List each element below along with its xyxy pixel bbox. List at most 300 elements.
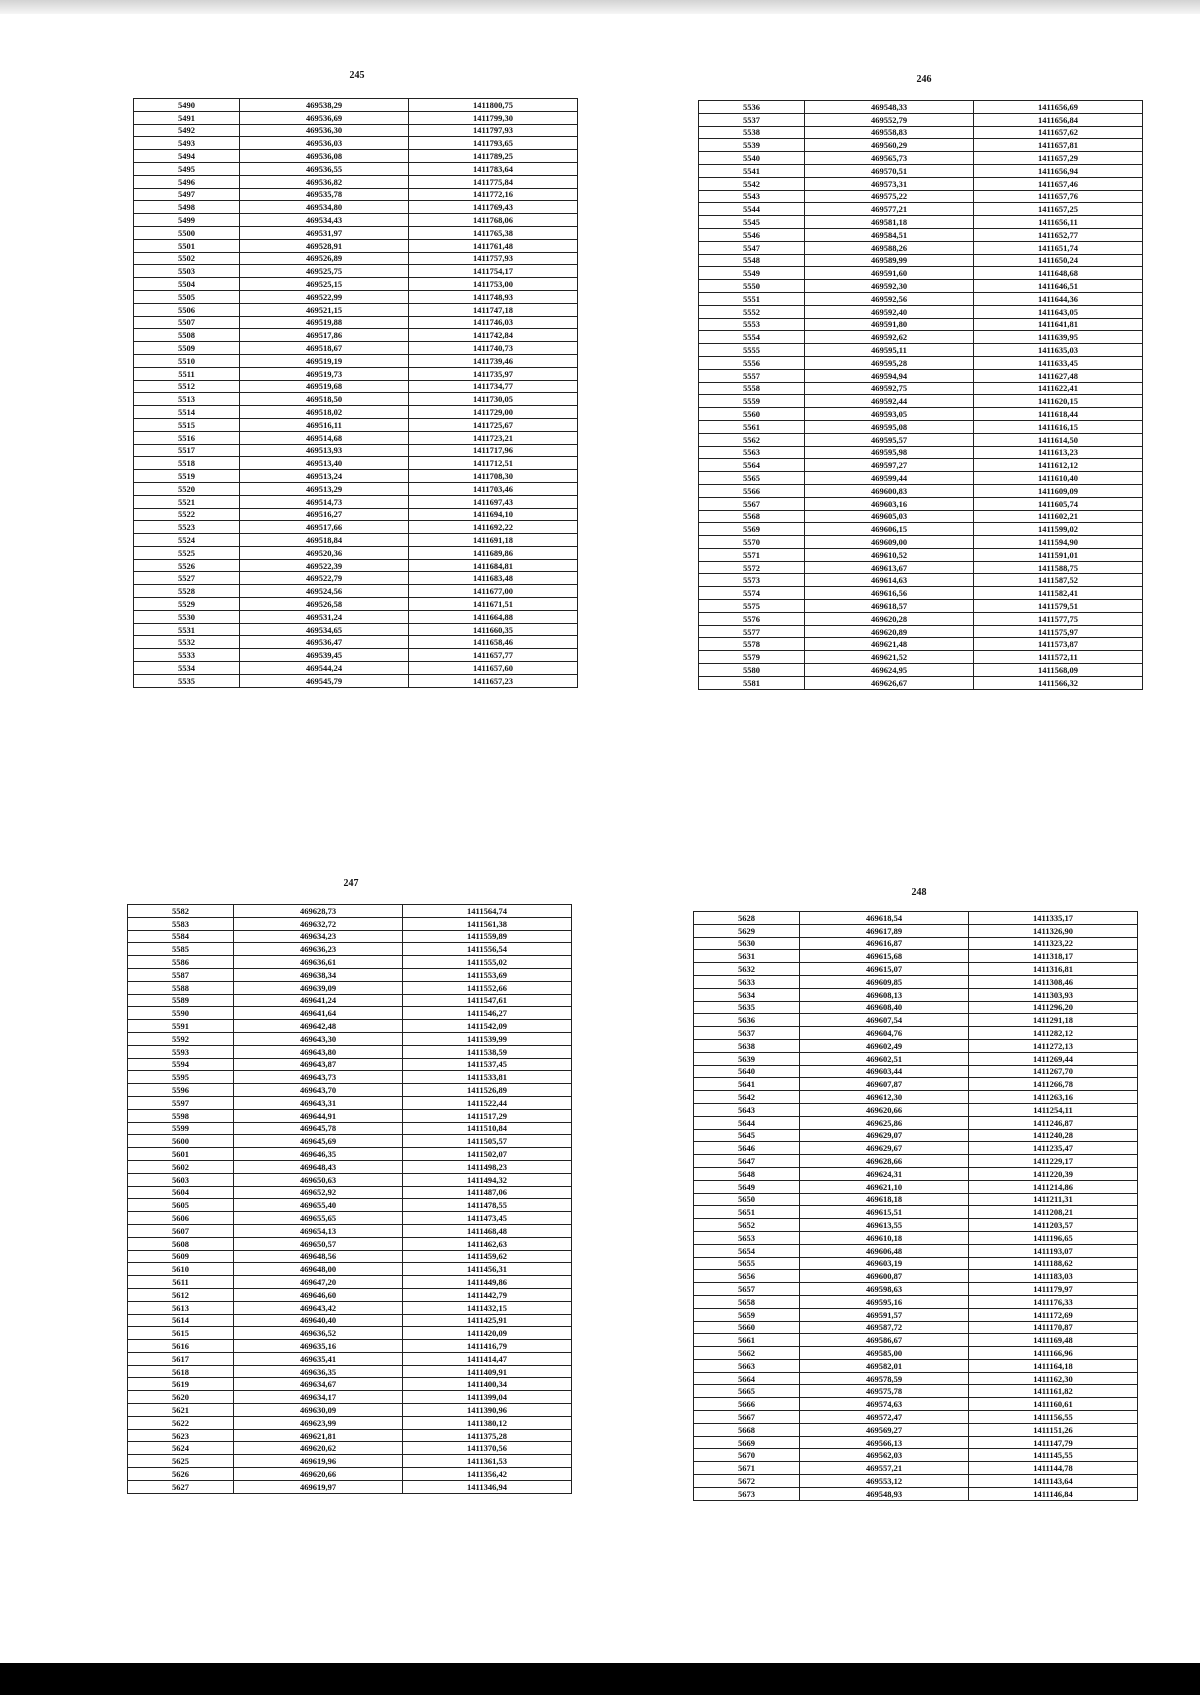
point-number: 5629 [694, 924, 800, 937]
x-coordinate: 469615,07 [800, 963, 969, 976]
table-row [134, 623, 578, 636]
x-coordinate: 469518,02 [240, 406, 409, 419]
x-coordinate: 469620,89 [805, 625, 974, 638]
point-number: 5573 [699, 574, 805, 587]
y-coordinate: 1411162,30 [969, 1372, 1138, 1385]
point-number: 5513 [134, 393, 240, 406]
x-coordinate: 469518,84 [240, 534, 409, 547]
y-coordinate: 1411657,81 [974, 139, 1143, 152]
table-row [694, 1167, 1138, 1180]
point-number: 5661 [694, 1334, 800, 1347]
y-coordinate: 1411735,97 [409, 367, 578, 380]
table-row [694, 963, 1138, 976]
table-row [134, 649, 578, 662]
point-number: 5646 [694, 1142, 800, 1155]
y-coordinate: 1411657,76 [974, 190, 1143, 203]
table-row [699, 484, 1143, 497]
point-number: 5530 [134, 610, 240, 623]
x-coordinate: 469648,00 [234, 1263, 403, 1276]
y-coordinate: 1411425,91 [403, 1314, 572, 1327]
x-coordinate: 469603,19 [800, 1257, 969, 1270]
y-coordinate: 1411573,87 [974, 638, 1143, 651]
x-coordinate: 469518,67 [240, 342, 409, 355]
y-coordinate: 1411147,79 [969, 1436, 1138, 1449]
point-number: 5535 [134, 674, 240, 687]
y-coordinate: 1411769,43 [409, 201, 578, 214]
y-coordinate: 1411211,31 [969, 1193, 1138, 1206]
point-number: 5637 [694, 1027, 800, 1040]
table-row [134, 188, 578, 201]
table-row [128, 1148, 572, 1161]
y-coordinate: 1411193,07 [969, 1244, 1138, 1257]
table-row [128, 1250, 572, 1263]
y-coordinate: 1411179,97 [969, 1283, 1138, 1296]
table-row [128, 1071, 572, 1084]
point-number: 5620 [128, 1391, 234, 1404]
point-number: 5578 [699, 638, 805, 651]
table-row [134, 367, 578, 380]
y-coordinate: 1411746,03 [409, 316, 578, 329]
table-row [134, 598, 578, 611]
x-coordinate: 469599,44 [805, 472, 974, 485]
table-row [134, 380, 578, 393]
table-row [694, 1321, 1138, 1334]
table-row [694, 1052, 1138, 1065]
x-coordinate: 469643,30 [234, 1032, 403, 1045]
y-coordinate: 1411754,17 [409, 265, 578, 278]
point-number: 5519 [134, 470, 240, 483]
x-coordinate: 469562,03 [800, 1449, 969, 1462]
y-coordinate: 1411409,91 [403, 1365, 572, 1378]
table-row [134, 354, 578, 367]
table-row [134, 585, 578, 598]
table-row [694, 1027, 1138, 1040]
point-number: 5569 [699, 523, 805, 536]
x-coordinate: 469620,62 [234, 1442, 403, 1455]
x-coordinate: 469519,73 [240, 367, 409, 380]
point-number: 5508 [134, 329, 240, 342]
y-coordinate: 1411783,64 [409, 162, 578, 175]
point-number: 5630 [694, 937, 800, 950]
table-row [134, 214, 578, 227]
table-row [694, 950, 1138, 963]
point-number: 5584 [128, 930, 234, 943]
y-coordinate: 1411656,84 [974, 113, 1143, 126]
x-coordinate: 469513,93 [240, 444, 409, 457]
table-row [699, 420, 1143, 433]
x-coordinate: 469513,40 [240, 457, 409, 470]
table-row [128, 1045, 572, 1058]
table-row [128, 1224, 572, 1237]
x-coordinate: 469624,31 [800, 1167, 969, 1180]
y-coordinate: 1411498,23 [403, 1160, 572, 1173]
x-coordinate: 469621,81 [234, 1429, 403, 1442]
point-number: 5576 [699, 612, 805, 625]
x-coordinate: 469609,00 [805, 536, 974, 549]
x-coordinate: 469522,79 [240, 572, 409, 585]
point-number: 5525 [134, 546, 240, 559]
point-number: 5520 [134, 482, 240, 495]
x-coordinate: 469526,89 [240, 252, 409, 265]
x-coordinate: 469645,69 [234, 1135, 403, 1148]
y-coordinate: 1411478,55 [403, 1199, 572, 1212]
x-coordinate: 469592,40 [805, 305, 974, 318]
x-coordinate: 469560,29 [805, 139, 974, 152]
table-row [699, 612, 1143, 625]
x-coordinate: 469646,60 [234, 1288, 403, 1301]
x-coordinate: 469592,30 [805, 280, 974, 293]
x-coordinate: 469620,66 [800, 1103, 969, 1116]
x-coordinate: 469575,78 [800, 1385, 969, 1398]
table-row [134, 444, 578, 457]
point-number: 5496 [134, 175, 240, 188]
point-number: 5585 [128, 943, 234, 956]
x-coordinate: 469602,49 [800, 1039, 969, 1052]
y-coordinate: 1411650,24 [974, 254, 1143, 267]
y-coordinate: 1411656,69 [974, 101, 1143, 114]
y-coordinate: 1411161,82 [969, 1385, 1138, 1398]
x-coordinate: 469522,99 [240, 290, 409, 303]
x-coordinate: 469536,47 [240, 636, 409, 649]
x-coordinate: 469536,08 [240, 150, 409, 163]
x-coordinate: 469598,63 [800, 1283, 969, 1296]
x-coordinate: 469639,09 [234, 981, 403, 994]
table-row [128, 1468, 572, 1481]
y-coordinate: 1411375,28 [403, 1429, 572, 1442]
point-number: 5662 [694, 1347, 800, 1360]
x-coordinate: 469643,42 [234, 1301, 403, 1314]
y-coordinate: 1411594,90 [974, 536, 1143, 549]
y-coordinate: 1411765,38 [409, 226, 578, 239]
point-number: 5539 [699, 139, 805, 152]
table-row [134, 226, 578, 239]
table-row [128, 1160, 572, 1173]
table-row [694, 1103, 1138, 1116]
x-coordinate: 469606,48 [800, 1244, 969, 1257]
table-row [134, 457, 578, 470]
table-row [694, 1155, 1138, 1168]
x-coordinate: 469605,03 [805, 510, 974, 523]
x-coordinate: 469558,83 [805, 126, 974, 139]
table-row [699, 305, 1143, 318]
y-coordinate: 1411799,30 [409, 111, 578, 124]
table-row [128, 1096, 572, 1109]
x-coordinate: 469538,29 [240, 99, 409, 112]
x-coordinate: 469643,31 [234, 1096, 403, 1109]
x-coordinate: 469636,35 [234, 1365, 403, 1378]
y-coordinate: 1411689,86 [409, 546, 578, 559]
table-row [699, 587, 1143, 600]
y-coordinate: 1411346,94 [403, 1480, 572, 1493]
point-number: 5652 [694, 1219, 800, 1232]
x-coordinate: 469629,07 [800, 1129, 969, 1142]
table-row [134, 534, 578, 547]
point-number: 5570 [699, 536, 805, 549]
point-number: 5621 [128, 1404, 234, 1417]
y-coordinate: 1411664,88 [409, 610, 578, 623]
table-row [694, 1001, 1138, 1014]
point-number: 5673 [694, 1487, 800, 1500]
point-number: 5556 [699, 356, 805, 369]
y-coordinate: 1411335,17 [969, 912, 1138, 925]
coordinates-table [133, 98, 578, 688]
y-coordinate: 1411708,30 [409, 470, 578, 483]
point-number: 5579 [699, 651, 805, 664]
x-coordinate: 469589,99 [805, 254, 974, 267]
y-coordinate: 1411547,61 [403, 994, 572, 1007]
x-coordinate: 469654,13 [234, 1224, 403, 1237]
x-coordinate: 469595,57 [805, 433, 974, 446]
table-row [699, 548, 1143, 561]
point-number: 5499 [134, 214, 240, 227]
point-number: 5527 [134, 572, 240, 585]
y-coordinate: 1411635,03 [974, 344, 1143, 357]
table-row [699, 369, 1143, 382]
y-coordinate: 1411326,90 [969, 924, 1138, 937]
point-number: 5632 [694, 963, 800, 976]
y-coordinate: 1411526,89 [403, 1084, 572, 1097]
y-coordinate: 1411612,12 [974, 459, 1143, 472]
y-coordinate: 1411380,12 [403, 1416, 572, 1429]
point-number: 5660 [694, 1321, 800, 1334]
y-coordinate: 1411657,77 [409, 649, 578, 662]
table-row [134, 137, 578, 150]
x-coordinate: 469536,55 [240, 162, 409, 175]
point-number: 5672 [694, 1475, 800, 1488]
y-coordinate: 1411400,34 [403, 1378, 572, 1391]
point-number: 5605 [128, 1199, 234, 1212]
x-coordinate: 469592,75 [805, 382, 974, 395]
y-coordinate: 1411740,73 [409, 342, 578, 355]
y-coordinate: 1411677,00 [409, 585, 578, 598]
x-coordinate: 469655,65 [234, 1212, 403, 1225]
y-coordinate: 1411555,02 [403, 956, 572, 969]
point-number: 5507 [134, 316, 240, 329]
table-row [699, 331, 1143, 344]
point-number: 5657 [694, 1283, 800, 1296]
point-number: 5580 [699, 664, 805, 677]
y-coordinate: 1411494,32 [403, 1173, 572, 1186]
y-coordinate: 1411657,25 [974, 203, 1143, 216]
table-row [694, 1206, 1138, 1219]
x-coordinate: 469592,62 [805, 331, 974, 344]
table-row [694, 1283, 1138, 1296]
table-row [134, 508, 578, 521]
table-row [128, 1301, 572, 1314]
table-row [699, 356, 1143, 369]
table-row [128, 1020, 572, 1033]
y-coordinate: 1411156,55 [969, 1411, 1138, 1424]
point-number: 5653 [694, 1231, 800, 1244]
table-row [694, 1270, 1138, 1283]
point-number: 5506 [134, 303, 240, 316]
point-number: 5544 [699, 203, 805, 216]
point-number: 5546 [699, 228, 805, 241]
table-row [699, 497, 1143, 510]
table-row [128, 1263, 572, 1276]
table-row [128, 956, 572, 969]
table-row [128, 917, 572, 930]
table-row [699, 241, 1143, 254]
point-number: 5656 [694, 1270, 800, 1283]
table-row [134, 111, 578, 124]
point-number: 5671 [694, 1462, 800, 1475]
point-number: 5583 [128, 917, 234, 930]
table-row [128, 1186, 572, 1199]
y-coordinate: 1411605,74 [974, 497, 1143, 510]
y-coordinate: 1411229,17 [969, 1155, 1138, 1168]
x-coordinate: 469591,80 [805, 318, 974, 331]
table-row [699, 651, 1143, 664]
point-number: 5634 [694, 988, 800, 1001]
point-number: 5617 [128, 1352, 234, 1365]
table-row [699, 536, 1143, 549]
y-coordinate: 1411266,78 [969, 1078, 1138, 1091]
x-coordinate: 469574,63 [800, 1398, 969, 1411]
point-number: 5635 [694, 1001, 800, 1014]
y-coordinate: 1411579,51 [974, 600, 1143, 613]
point-number: 5650 [694, 1193, 800, 1206]
table-row [694, 1257, 1138, 1270]
point-number: 5504 [134, 278, 240, 291]
table-row [694, 1398, 1138, 1411]
y-coordinate: 1411145,55 [969, 1449, 1138, 1462]
x-coordinate: 469525,75 [240, 265, 409, 278]
point-number: 5566 [699, 484, 805, 497]
point-number: 5492 [134, 124, 240, 137]
x-coordinate: 469514,68 [240, 431, 409, 444]
table-row [134, 662, 578, 675]
table-row [694, 1334, 1138, 1347]
table-row [134, 674, 578, 687]
point-number: 5528 [134, 585, 240, 598]
x-coordinate: 469634,17 [234, 1391, 403, 1404]
table-row [699, 472, 1143, 485]
x-coordinate: 469603,16 [805, 497, 974, 510]
x-coordinate: 469613,67 [805, 561, 974, 574]
table-row [699, 318, 1143, 331]
table-row [134, 162, 578, 175]
y-coordinate: 1411657,29 [974, 152, 1143, 165]
coordinates-table [127, 904, 572, 1494]
x-coordinate: 469621,52 [805, 651, 974, 664]
x-coordinate: 469569,27 [800, 1423, 969, 1436]
point-number: 5587 [128, 968, 234, 981]
x-coordinate: 469592,44 [805, 395, 974, 408]
x-coordinate: 469643,70 [234, 1084, 403, 1097]
x-coordinate: 469643,73 [234, 1071, 403, 1084]
y-coordinate: 1411176,33 [969, 1295, 1138, 1308]
y-coordinate: 1411318,17 [969, 950, 1138, 963]
y-coordinate: 1411220,39 [969, 1167, 1138, 1180]
y-coordinate: 1411442,79 [403, 1288, 572, 1301]
x-coordinate: 469586,67 [800, 1334, 969, 1347]
point-number: 5564 [699, 459, 805, 472]
table-row [699, 600, 1143, 613]
point-number: 5559 [699, 395, 805, 408]
y-coordinate: 1411651,74 [974, 241, 1143, 254]
x-coordinate: 469615,51 [800, 1206, 969, 1219]
table-row [694, 1193, 1138, 1206]
point-number: 5553 [699, 318, 805, 331]
y-coordinate: 1411316,81 [969, 963, 1138, 976]
y-coordinate: 1411468,48 [403, 1224, 572, 1237]
table-row [699, 254, 1143, 267]
x-coordinate: 469612,30 [800, 1091, 969, 1104]
table-row [128, 1404, 572, 1417]
y-coordinate: 1411734,77 [409, 380, 578, 393]
y-coordinate: 1411462,63 [403, 1237, 572, 1250]
x-coordinate: 469615,68 [800, 950, 969, 963]
point-number: 5595 [128, 1071, 234, 1084]
point-number: 5577 [699, 625, 805, 638]
x-coordinate: 469647,20 [234, 1276, 403, 1289]
y-coordinate: 1411729,00 [409, 406, 578, 419]
x-coordinate: 469520,36 [240, 546, 409, 559]
point-number: 5523 [134, 521, 240, 534]
point-number: 5592 [128, 1032, 234, 1045]
point-number: 5491 [134, 111, 240, 124]
point-number: 5574 [699, 587, 805, 600]
y-coordinate: 1411537,45 [403, 1058, 572, 1071]
x-coordinate: 469539,45 [240, 649, 409, 662]
x-coordinate: 469531,97 [240, 226, 409, 239]
table-row [134, 303, 578, 316]
x-coordinate: 469521,15 [240, 303, 409, 316]
point-number: 5515 [134, 418, 240, 431]
y-coordinate: 1411420,09 [403, 1327, 572, 1340]
x-coordinate: 469604,76 [800, 1027, 969, 1040]
y-coordinate: 1411456,31 [403, 1263, 572, 1276]
y-coordinate: 1411449,86 [403, 1276, 572, 1289]
table-row [699, 280, 1143, 293]
point-number: 5658 [694, 1295, 800, 1308]
x-coordinate: 469613,55 [800, 1219, 969, 1232]
x-coordinate: 469536,03 [240, 137, 409, 150]
table-row [694, 1308, 1138, 1321]
y-coordinate: 1411188,62 [969, 1257, 1138, 1270]
point-number: 5524 [134, 534, 240, 547]
coordinates-table [693, 911, 1138, 1501]
table-row [694, 924, 1138, 937]
y-coordinate: 1411609,09 [974, 484, 1143, 497]
y-coordinate: 1411572,11 [974, 651, 1143, 664]
y-coordinate: 1411800,75 [409, 99, 578, 112]
y-coordinate: 1411644,36 [974, 292, 1143, 305]
y-coordinate: 1411599,02 [974, 523, 1143, 536]
y-coordinate: 1411582,41 [974, 587, 1143, 600]
point-number: 5618 [128, 1365, 234, 1378]
table-row [128, 1173, 572, 1186]
point-number: 5633 [694, 975, 800, 988]
y-coordinate: 1411172,69 [969, 1308, 1138, 1321]
coordinates-table [698, 100, 1143, 690]
point-number: 5550 [699, 280, 805, 293]
x-coordinate: 469630,09 [234, 1404, 403, 1417]
y-coordinate: 1411151,26 [969, 1423, 1138, 1436]
table-row [694, 988, 1138, 1001]
point-number: 5557 [699, 369, 805, 382]
point-number: 5626 [128, 1468, 234, 1481]
point-number: 5611 [128, 1276, 234, 1289]
x-coordinate: 469634,67 [234, 1378, 403, 1391]
table-row [134, 175, 578, 188]
point-number: 5560 [699, 408, 805, 421]
point-number: 5663 [694, 1359, 800, 1372]
x-coordinate: 469595,28 [805, 356, 974, 369]
point-number: 5628 [694, 912, 800, 925]
x-coordinate: 469578,59 [800, 1372, 969, 1385]
